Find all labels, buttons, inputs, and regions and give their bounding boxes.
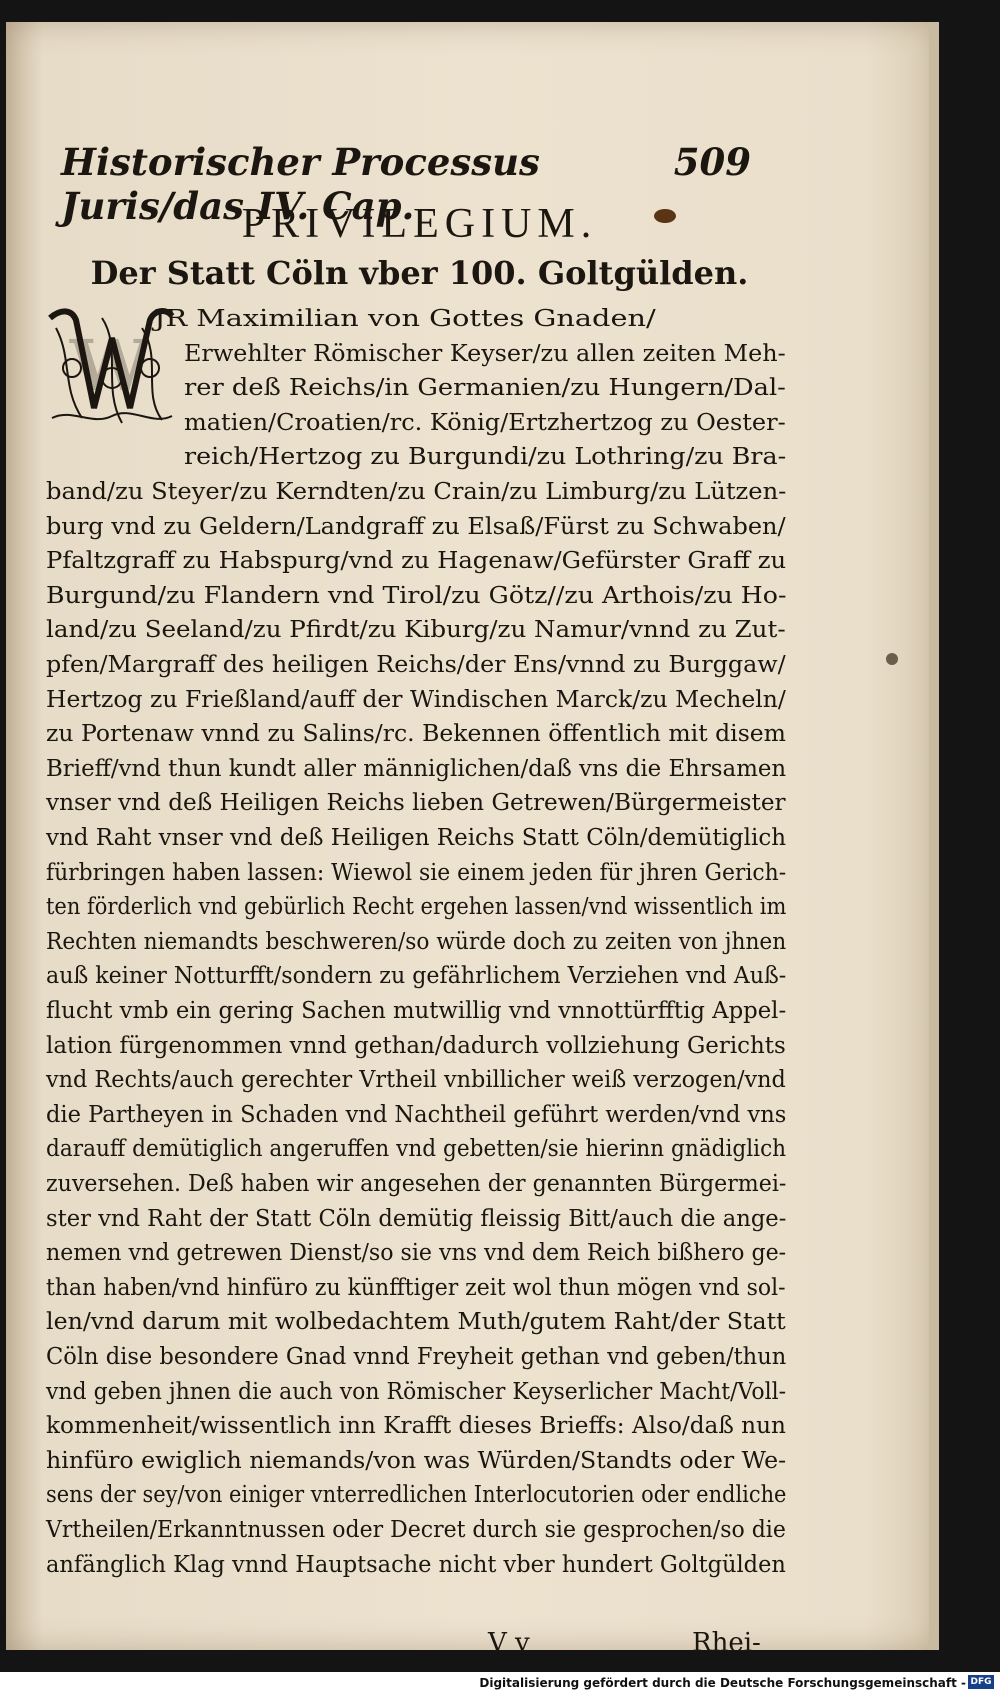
body-line: land/zu Seeland/zu Pfirdt/zu Kiburg/zu Namur/vnnd zu Zut- [46, 617, 786, 644]
body-line: vnd Raht vnser vnd deß Heiligen Reichs Statt Cöln/demütiglich [46, 825, 786, 851]
footer-credit: Digitalisierung gefördert durch die Deutsche Forschungsgemeinschaft - [479, 1676, 966, 1690]
footer [0, 1672, 1000, 1699]
body-line: fürbringen haben lassen: Wiewol sie einem jeden für jhren Gerich- [46, 859, 787, 886]
body-line: zuversehen. Deß haben wir angesehen der genannten Bürgermei- [46, 1171, 787, 1197]
body-line: Pfaltzgraff zu Habspurg/vnd zu Hagenaw/Gefürster Graff zu [46, 548, 787, 575]
ink-spot [886, 653, 898, 665]
body-line: lation fürgenommen vnnd gethan/dadurch vollziehung Gerichts [46, 1032, 786, 1059]
body-line: burg vnd zu Geldern/Landgraff zu Elsaß/Fürst zu Schwaben/ [46, 513, 786, 540]
body-line: pfen/Margraff des heiligen Reichs/der Ens/vnnd zu Burggaw/ [46, 652, 786, 678]
body-line: hinfüro ewiglich niemands/von was Würden/Standts oder We- [46, 1447, 787, 1474]
body-line: sens der sey/von einiger vnterredlichen Interlocutorien oder endliche [46, 1482, 787, 1509]
body-line: vnser vnd deß Heiligen Reichs lieben Getrewen/Bürgermeister [46, 790, 786, 817]
body-line: vnd Rechts/auch gerechter Vrtheil vnbillicher weiß verzogen/vnd [46, 1067, 786, 1094]
body-line: Burgund/zu Flandern vnd Tirol/zu Götz//zu Arthois/zu Ho- [46, 582, 787, 609]
body-line: band/zu Steyer/zu Kerndten/zu Crain/zu Limburg/zu Lützen- [46, 479, 787, 505]
body-line: Vrtheilen/Erkanntnussen oder Decret durch sie gesprochen/so die [46, 1517, 786, 1543]
body-line: ster vnd Raht der Statt Cöln demütig fleissig Bitt/auch die ange- [46, 1205, 787, 1232]
body-line: die Partheyen in Schaden vnd Nachtheil geführt werden/vnd vns [46, 1101, 787, 1128]
body-line: than haben/vnd hinfüro zu künfftiger zeit wol thun mögen vnd sol- [46, 1274, 786, 1301]
initial-letter: W [69, 324, 149, 407]
body-line: darauff demütiglich angeruffen vnd gebetten/sie hierinn gnädiglich [46, 1136, 787, 1163]
page-number: 509 [673, 140, 751, 184]
body-line: kommenheit/wissentlich inn Krafft dieses Brieffs: Also/daß nun [46, 1413, 786, 1440]
body-line: Hertzog zu Frießland/auff der Windischen Marck/zu Mecheln/ [46, 686, 786, 713]
body-line: Erwehlter Römischer Keyser/zu allen zeiten Meh- [184, 340, 786, 367]
body-line: Cöln dise besondere Gnad vnnd Freyheit gethan vnd geben/thun [46, 1344, 787, 1370]
body-line: reich/Hertzog zu Burgundi/zu Lothring/zu Bra- [184, 444, 787, 471]
body-line: rer deß Reichs/in Germanien/zu Hungern/Dal- [184, 375, 786, 402]
dfg-logo: DFG [968, 1675, 994, 1689]
body-line: nemen vnd getrewen Dienst/so sie vns vnd dem Reich bißhero ge- [46, 1240, 787, 1267]
body-line: vnd geben jhnen die auch von Römischer Keyserlicher Macht/Voll- [46, 1378, 787, 1405]
signature-mark: V v [488, 1628, 530, 1658]
body-line: len/vnd darum mit wolbedachtem Muth/gutem Raht/der Statt [46, 1309, 786, 1336]
ink-blot [654, 209, 676, 223]
catchword: Rhei- [692, 1628, 761, 1658]
body-line: auß keiner Notturfft/sondern zu gefährlichem Verziehen vnd Auß- [46, 963, 787, 990]
body-line: anfänglich Klag vnnd Hauptsache nicht vber hundert Goltgülden [46, 1551, 786, 1578]
body-line: Rechten niemandts beschweren/so würde doch zu zeiten von jhnen [46, 928, 787, 955]
running-head-text: Historischer Processus Juris/das IV. Cap. [61, 140, 540, 228]
document-subtitle: Der Statt Cöln vber 100. Goltgülden. [90, 254, 749, 292]
book-page [6, 22, 939, 1658]
document-title: PRIVILEGIUM. [241, 201, 598, 247]
body-line: flucht vmb ein gering Sachen mutwillig vnd vnnottürfftig Appel- [46, 998, 787, 1024]
body-line: JR Maximilian von Gottes Gnaden/ [154, 306, 656, 332]
body-line: matien/Croatien/rc. König/Ertzhertzog zu Oester- [184, 409, 786, 436]
body-line: zu Portenaw vnnd zu Salins/rc. Bekennen öffentlich mit disem [46, 721, 786, 748]
body-line: ten förderlich vnd gebürlich Recht ergehen lassen/vnd wissentlich im [46, 894, 787, 921]
body-line: Brieff/vnd thun kundt aller männiglichen/daß vns die Ehrsamen [46, 755, 787, 782]
